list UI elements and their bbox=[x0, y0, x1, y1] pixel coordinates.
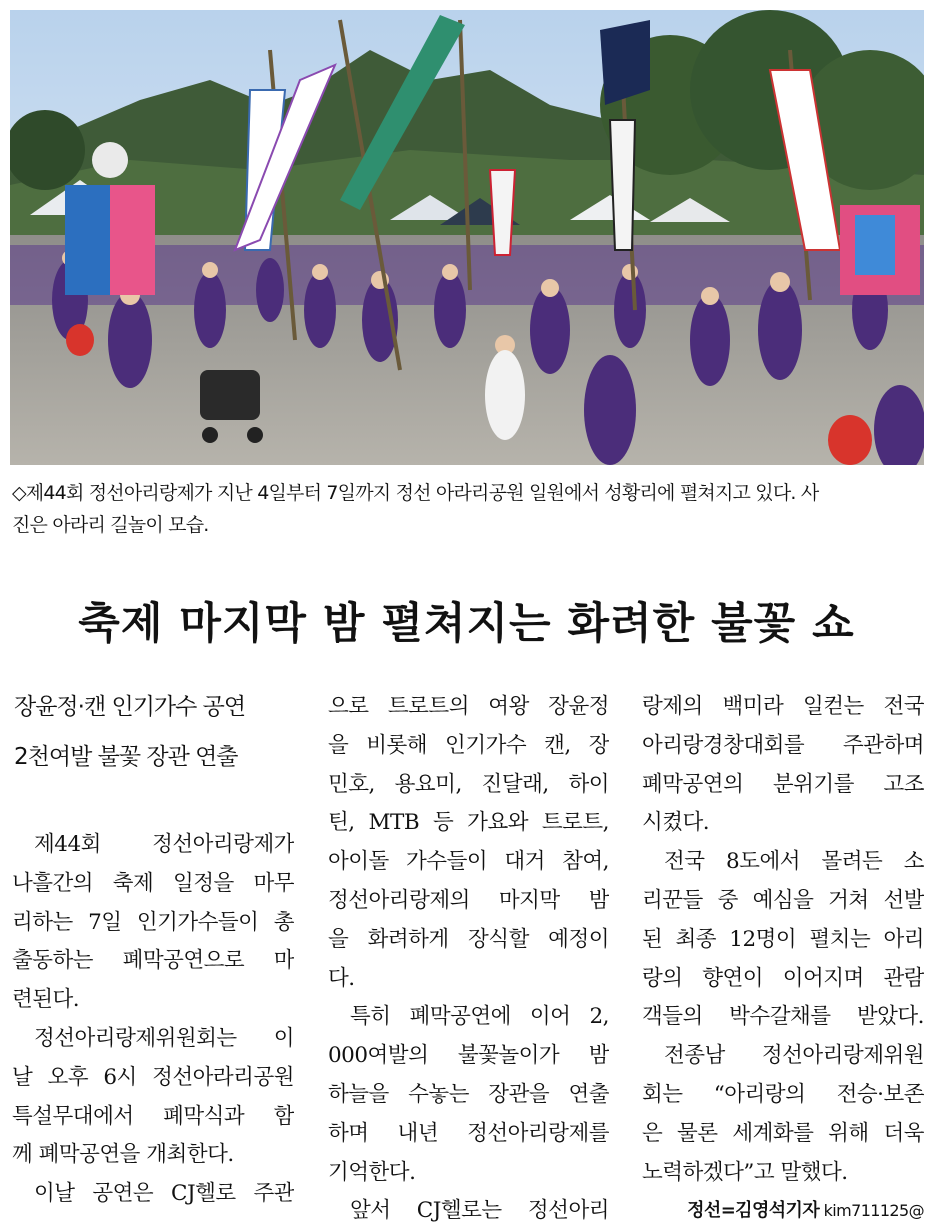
article-line: 특설무대에서 폐막식과 함 bbox=[12, 1103, 294, 1129]
article-line: 랑의 향연이 이어지며 관람 bbox=[642, 965, 924, 991]
article-line: 노력하겠다”고 말했다. bbox=[642, 1159, 848, 1185]
article-line: 폐막공연의 분위기를 고조 bbox=[642, 771, 924, 797]
festival-photo bbox=[10, 10, 924, 465]
article-line: 을 비롯해 인기가수 캔, 장 bbox=[328, 732, 609, 758]
caption-line-1: ◇제44회 정선아리랑제가 지난 4일부터 7일까지 정선 아라리공원 일원에서 성황리에 펼쳐지고 있다. 사 bbox=[12, 482, 819, 504]
article-headline: 축제 마지막 밤 펼쳐지는 화려한 불꽃 쇼 bbox=[78, 599, 855, 649]
article-line: 앞서 CJ헬로는 정선아리 bbox=[350, 1198, 609, 1224]
reporter-byline bbox=[642, 1192, 924, 1231]
article-line: 나흘간의 축제 일정을 마무 bbox=[12, 870, 294, 896]
article-line: 련된다. bbox=[12, 987, 80, 1013]
article-line: 000여발의 불꽃놀이가 밤 bbox=[328, 1043, 609, 1069]
article-line: 시켰다. bbox=[642, 810, 710, 836]
article-line: 하늘을 수놓는 장관을 연출 bbox=[328, 1081, 609, 1107]
article-line: 정선아리랑제의 마지막 밤 bbox=[328, 887, 609, 913]
article-line: 민호, 용요미, 진달래, 하이 bbox=[328, 771, 609, 797]
reporter-name: 정선=김영석기자 bbox=[687, 1200, 820, 1222]
article-line: 특히 폐막공연에 이어 2, bbox=[350, 1004, 609, 1030]
article-line: 제44회 정선아리랑제가 bbox=[34, 832, 294, 857]
article-line: 다. bbox=[328, 965, 355, 991]
article-line: 틴, MTB 등 가요와 트로트, bbox=[328, 810, 609, 836]
article-line: 출동하는 폐막공연으로 마 bbox=[12, 948, 294, 974]
reporter-email: kim711125@ bbox=[819, 1201, 924, 1221]
article-line: 객들의 박수갈채를 받았다. bbox=[642, 1004, 924, 1030]
article-line: 된 최종 12명이 펼치는 아리 bbox=[642, 926, 924, 952]
article-column-1 bbox=[12, 826, 294, 1214]
article-line: 전종남 정선아리랑제위원 bbox=[664, 1043, 924, 1069]
article-line: 이날 공연은 CJ헬로 주관 bbox=[34, 1181, 294, 1207]
article-line: 정선아리랑제위원회는 이 bbox=[34, 1025, 294, 1051]
article-line: 리꾼들 중 예심을 거쳐 선발 bbox=[642, 887, 924, 913]
article-line: 기억한다. bbox=[328, 1159, 416, 1185]
article-line: 하며 내년 정선아리랑제를 bbox=[328, 1120, 609, 1146]
article-column-2 bbox=[328, 688, 609, 1231]
article-line: 아이돌 가수들이 대거 참여, bbox=[328, 849, 609, 875]
article-line: 으로 트로트의 여왕 장윤정 bbox=[328, 694, 609, 719]
article-line: 랑제의 백미라 일컫는 전국 bbox=[642, 694, 924, 719]
festival-parade-photo bbox=[10, 10, 924, 465]
article-line: 회는 “아리랑의 전승·보존 bbox=[642, 1081, 924, 1107]
article-line: 은 물론 세계화를 위해 더욱 bbox=[642, 1120, 924, 1146]
article-line: 리하는 7일 인기가수들이 총 bbox=[12, 909, 294, 935]
article-line: 께 폐막공연을 개최한다. bbox=[12, 1142, 234, 1168]
caption-line-2: 진은 아라리 길놀이 모습. bbox=[12, 514, 209, 536]
photo-caption bbox=[12, 477, 924, 541]
article-line: 아리랑경창대회를 주관하며 bbox=[642, 732, 924, 758]
article-line: 전국 8도에서 몰려든 소 bbox=[664, 849, 924, 875]
article-column-3 bbox=[642, 688, 924, 1231]
subheadline-1: 장윤정·캔 인기가수 공연 bbox=[14, 694, 246, 720]
article-line: 날 오후 6시 정선아라리공원 bbox=[12, 1064, 294, 1090]
article-line: 을 화려하게 장식할 예정이 bbox=[328, 926, 609, 952]
subheadline-2: 2천여발 불꽃 장관 연출 bbox=[14, 744, 238, 770]
